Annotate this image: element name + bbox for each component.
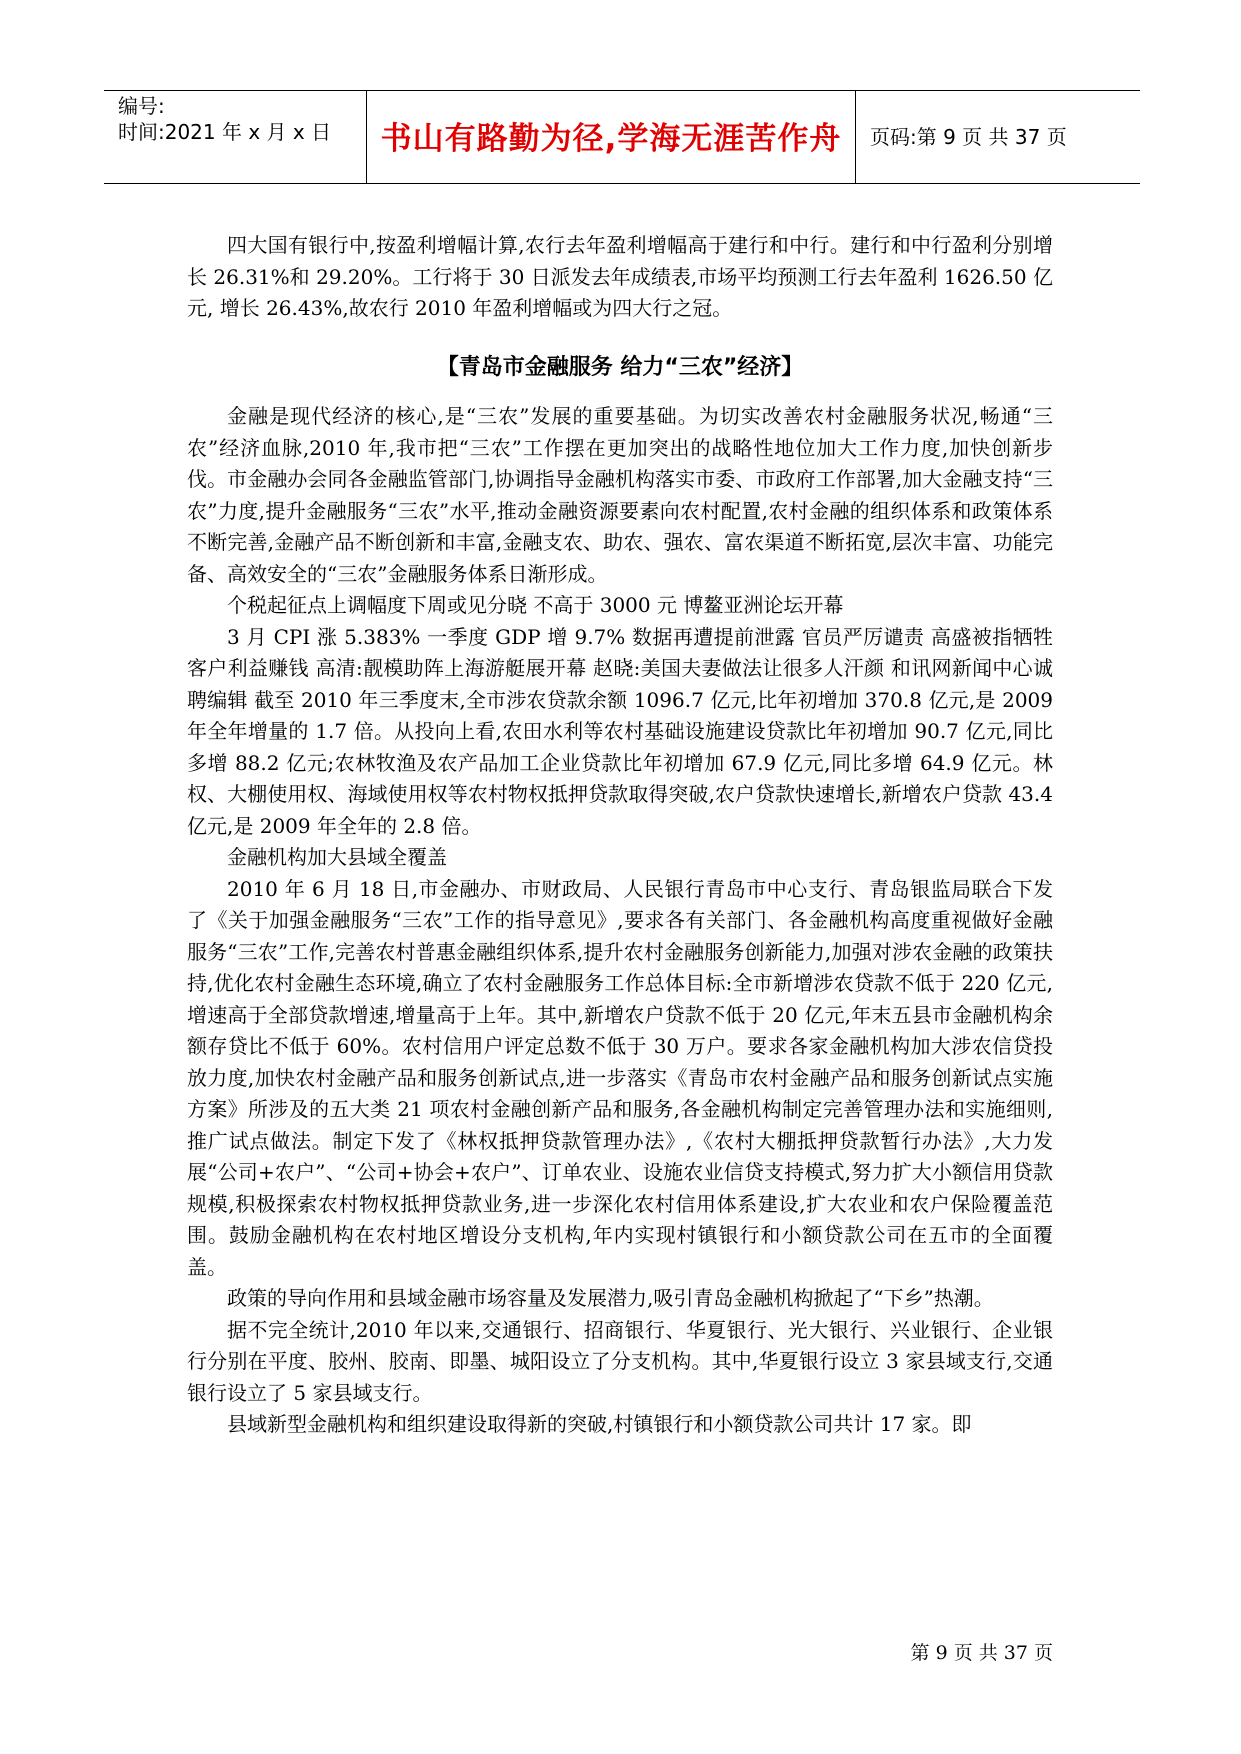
- motto-text: 书山有路勤为径,学海无涯苦作舟: [380, 121, 842, 157]
- paragraph: 四大国有银行中,按盈利增幅计算,农行去年盈利增幅高于建行和中行。建行和中行盈利分别增长 26.31%和 29.20%。工行将于 30 日派发去年成绩表,市场平均预测工行去年盈利 1626.50 亿元, 增长 26.43%,故农行 2010 年盈利增幅或为四大行之冠。: [187, 233, 1053, 320]
- document-header: [104, 90, 1140, 184]
- paragraph: 据不完全统计,2010 年以来,交通银行、招商银行、华夏银行、光大银行、兴业银行、企业银行分别在平度、胶州、胶南、即墨、城阳设立了分支机构。其中,华夏银行设立 3 家县域支行,交通银行设立了 5 家县域支行。: [187, 1317, 1053, 1405]
- paragraph: 县域新型金融机构和组织建设取得新的突破,村镇银行和小额贷款公司共计 17 家。即: [227, 1412, 972, 1436]
- header-meta-cell: [104, 91, 367, 183]
- document-number-label: 编号:: [118, 94, 165, 118]
- header-page-number: 页码:第 9 页 共 37 页: [870, 125, 1067, 149]
- document-body: [187, 230, 1053, 1441]
- paragraph: 个税起征点上调幅度下周或见分晓 不高于 3000 元 博鳌亚洲论坛开幕: [227, 593, 844, 617]
- paragraph: 金融是现代经济的核心,是“三农”发展的重要基础。为切实改善农村金融服务状况,畅通“三农”经济血脉,2010 年,我市把“三农”工作摆在更加突出的战略性地位加大工作力度,加快创新步伐。市金融办会同各金融监管部门,协调指导金融机构落实市委、市政府工作部署,加大金融支持“三农”力度,提升金融服务“三农”水平,推动金融资源要素向农村配置,农村金融的组织体系和政策体系不断完善,金融产品不断创新和丰富,金融支农、助农、强农、富农渠道不断拓宽,层次丰富、功能完备、高效安全的“三农”金融服务体系日渐形成。: [187, 404, 1053, 586]
- header-motto-cell: [367, 91, 856, 183]
- paragraph: 2010 年 6 月 18 日,市金融办、市财政局、人民银行青岛市中心支行、青岛银监局联合下发了《关于加强金融服务“三农”工作的指导意见》,要求各有关部门、各金融机构高度重视做好金融服务“三农”工作,完善农村普惠金融组织体系,提升农村金融服务创新能力,加强对涉农金融的政策扶持,优化农村金融生态环境,确立了农村金融服务工作总体目标:全市新增涉农贷款不低于 220 亿元,增速高于全部贷款增速,增量高于上年。其中,新增农户贷款不低于 20 亿元,年末五县市金融机构余额存贷比不低于 60%。农村信用户评定总数不低于 30 万户。要求各家金融机构加大涉农信贷投放力度,加快农村金融产品和服务创新试点,进一步落实《青岛市农村金融产品和服务创新试点实施方案》所涉及的五大类 21 项农村金融创新产品和服务,各金融机构制定完善管理办法和实施细则,推广试点做法。制定下发了《林权抵押贷款管理办法》,《农村大棚抵押贷款暂行办法》,大力发展“公司+农户”、“公司+协会+农户”、订单农业、设施农业信贷支持模式,努力扩大小额信用贷款规模,积极探索农村物权抵押贷款业务,进一步深化农村信用体系建设,扩大农业和农户保险覆盖范围。鼓励金融机构在农村地区增设分支机构,年内实现村镇银行和小额贷款公司在五市的全面覆盖。: [187, 876, 1053, 1279]
- section-heading: 【青岛市金融服务 给力“三农”经济】: [436, 354, 804, 380]
- paragraph: 政策的导向作用和县域金融市场容量及发展潜力,吸引青岛金融机构掀起了“下乡”热潮。: [227, 1286, 994, 1310]
- header-page-cell: [856, 91, 1140, 183]
- paragraph: 金融机构加大县域全覆盖: [227, 845, 447, 869]
- document-time-label: 时间:2021 年 x 月 x 日: [118, 120, 332, 144]
- paragraph: 3 月 CPI 涨 5.383% 一季度 GDP 增 9.7% 数据再遭提前泄露 官员严厉谴责 高盛被指牺牲客户利益赚钱 高清:靓模助阵上海游艇展开幕 赵晓:美国夫妻做法让很多人汗颜 和讯网新闻中心诚聘编辑 截至 2010 年三季度末,全市涉农贷款余额 1096.7 亿元,比年初增加 370.8 亿元,是 2009 年全年增量的 1.7 倍。从投向上看,农田水利等农村基础设施建设贷款比年初增加 90.7 亿元,同比多增 88.2 亿元;农林牧渔及农产品加工企业贷款比年初增加 67.9 亿元,同比多增 64.9 亿元。林权、大棚使用权、海域使用权等农村物权抵押贷款取得突破,农户贷款快速增长,新增农户贷款 43.4 亿元,是 2009 年全年的 2.8 倍。: [187, 624, 1053, 838]
- page-footer: 第 9 页 共 37 页: [910, 1642, 1053, 1664]
